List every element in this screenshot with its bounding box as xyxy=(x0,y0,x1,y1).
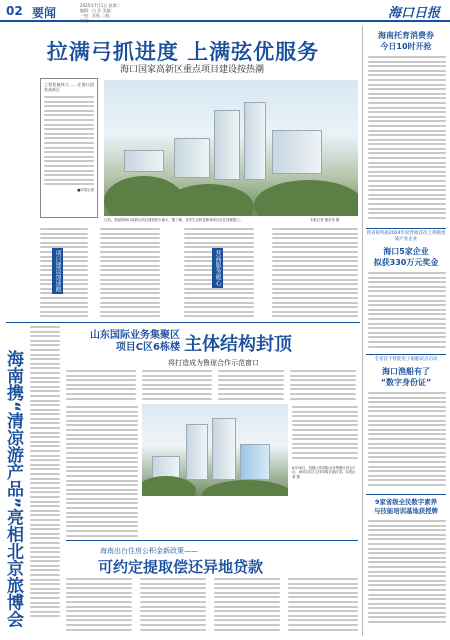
right-item4-title xyxy=(366,498,446,516)
second-kicker-line2: 项目C区6栋楼 xyxy=(115,342,180,353)
right-item2-body xyxy=(368,272,446,352)
masthead-meta xyxy=(80,3,170,23)
second-story-body-left xyxy=(66,406,138,542)
right-item2-title xyxy=(366,246,446,268)
right-item2-line2: 拟获330万元奖金 xyxy=(373,258,439,267)
meta-date: 2025年7月1日 星期二 xyxy=(80,3,121,8)
masthead xyxy=(0,0,450,22)
lead-body xyxy=(40,228,358,320)
lead-photo-credit: 本报记者 康宏伟 摄 xyxy=(310,218,340,222)
right-item3-body xyxy=(368,392,446,492)
right-item1-title xyxy=(366,30,446,52)
third-story-body xyxy=(66,578,358,638)
right-item1-line2: 今日10时开抢 xyxy=(380,42,432,51)
right-item3-line2: “数字身份证” xyxy=(380,378,432,387)
second-story-subhead: 将打造成为鲁琼合作示范窗口 xyxy=(168,359,259,367)
meta-check: 检校： xyxy=(80,18,92,23)
left-vertical-headline: 海南携“清凉游产品”亮相北京旅博会 xyxy=(3,350,23,628)
right-divider-2 xyxy=(366,354,446,355)
divider-2 xyxy=(66,540,358,541)
right-item3-line1: 海口渔船有了 xyxy=(382,367,430,376)
second-photo-caption: 6月30日，拍摄山东国际业务集聚区项目C区，该项目C区主体结构全部封顶。本报记者 摄 xyxy=(292,466,356,479)
lead-photo-caption: 日前，美丽的海口高新区项目建设热火朝天，据了解，美安生态科技新城项目正在加紧施工。 xyxy=(104,218,244,222)
page-number: 02 xyxy=(6,4,23,18)
right-divider-3 xyxy=(366,494,446,495)
meta-proof: 一校：苏秋 二校： xyxy=(80,13,114,18)
second-story-body-right xyxy=(292,406,358,464)
right-item4-line2: 与技能培训基地获授牌 xyxy=(374,507,438,515)
second-story-kicker xyxy=(86,330,180,354)
right-divider-1 xyxy=(366,228,446,229)
right-item2-line1: 海口5家企业 xyxy=(383,247,429,256)
third-story-headline: 可约定提取偿还异地贷款 xyxy=(98,558,264,576)
lede-box xyxy=(40,78,98,218)
right-item2-kicker: 我省拟奖励2024年度营收首次上规模优质产业企业 xyxy=(366,231,446,242)
newspaper-logo: 海口日报 xyxy=(387,6,440,21)
divider xyxy=(6,322,360,323)
lede-credit: ■本报记者 xyxy=(77,187,94,192)
right-item1-body xyxy=(368,56,446,226)
lead-headline: 拉满弓抓进度 上满弦优服务 xyxy=(46,40,320,64)
second-story-body xyxy=(66,370,356,404)
left-vertical-body xyxy=(30,326,60,636)
second-story-photo xyxy=(142,404,288,496)
third-story-kicker: 海南出台住房公积金新政策—— xyxy=(100,547,198,555)
lead-subhead: 海口国家高新区重点项目建设按热潮 xyxy=(120,65,265,75)
right-item1-line1: 海南托育消费券 xyxy=(378,31,434,40)
side-tag-service: 营商服务暖心 xyxy=(214,250,221,286)
meta-editor: 编辑：白 洁 美编： xyxy=(80,8,115,13)
side-tag-project: 项目建设加速跑 xyxy=(54,250,61,292)
right-item4-body xyxy=(368,520,446,636)
second-story-headline: 主体结构封顶 xyxy=(184,334,292,355)
lead-photo xyxy=(104,80,358,216)
right-item3-kicker: 全省首个智能电子船舶试点启动 xyxy=(374,357,438,362)
right-item3-title xyxy=(366,366,446,388)
right-item4-line1: 9家省级全民数字素养 xyxy=(375,498,437,506)
column-rule xyxy=(362,26,363,636)
lede-text: 工程机械林立……在海口国家高新区 xyxy=(44,82,94,92)
section-name: 要闻 xyxy=(32,6,57,20)
second-kicker-line1: 山东国际业务集聚区 xyxy=(90,330,180,341)
